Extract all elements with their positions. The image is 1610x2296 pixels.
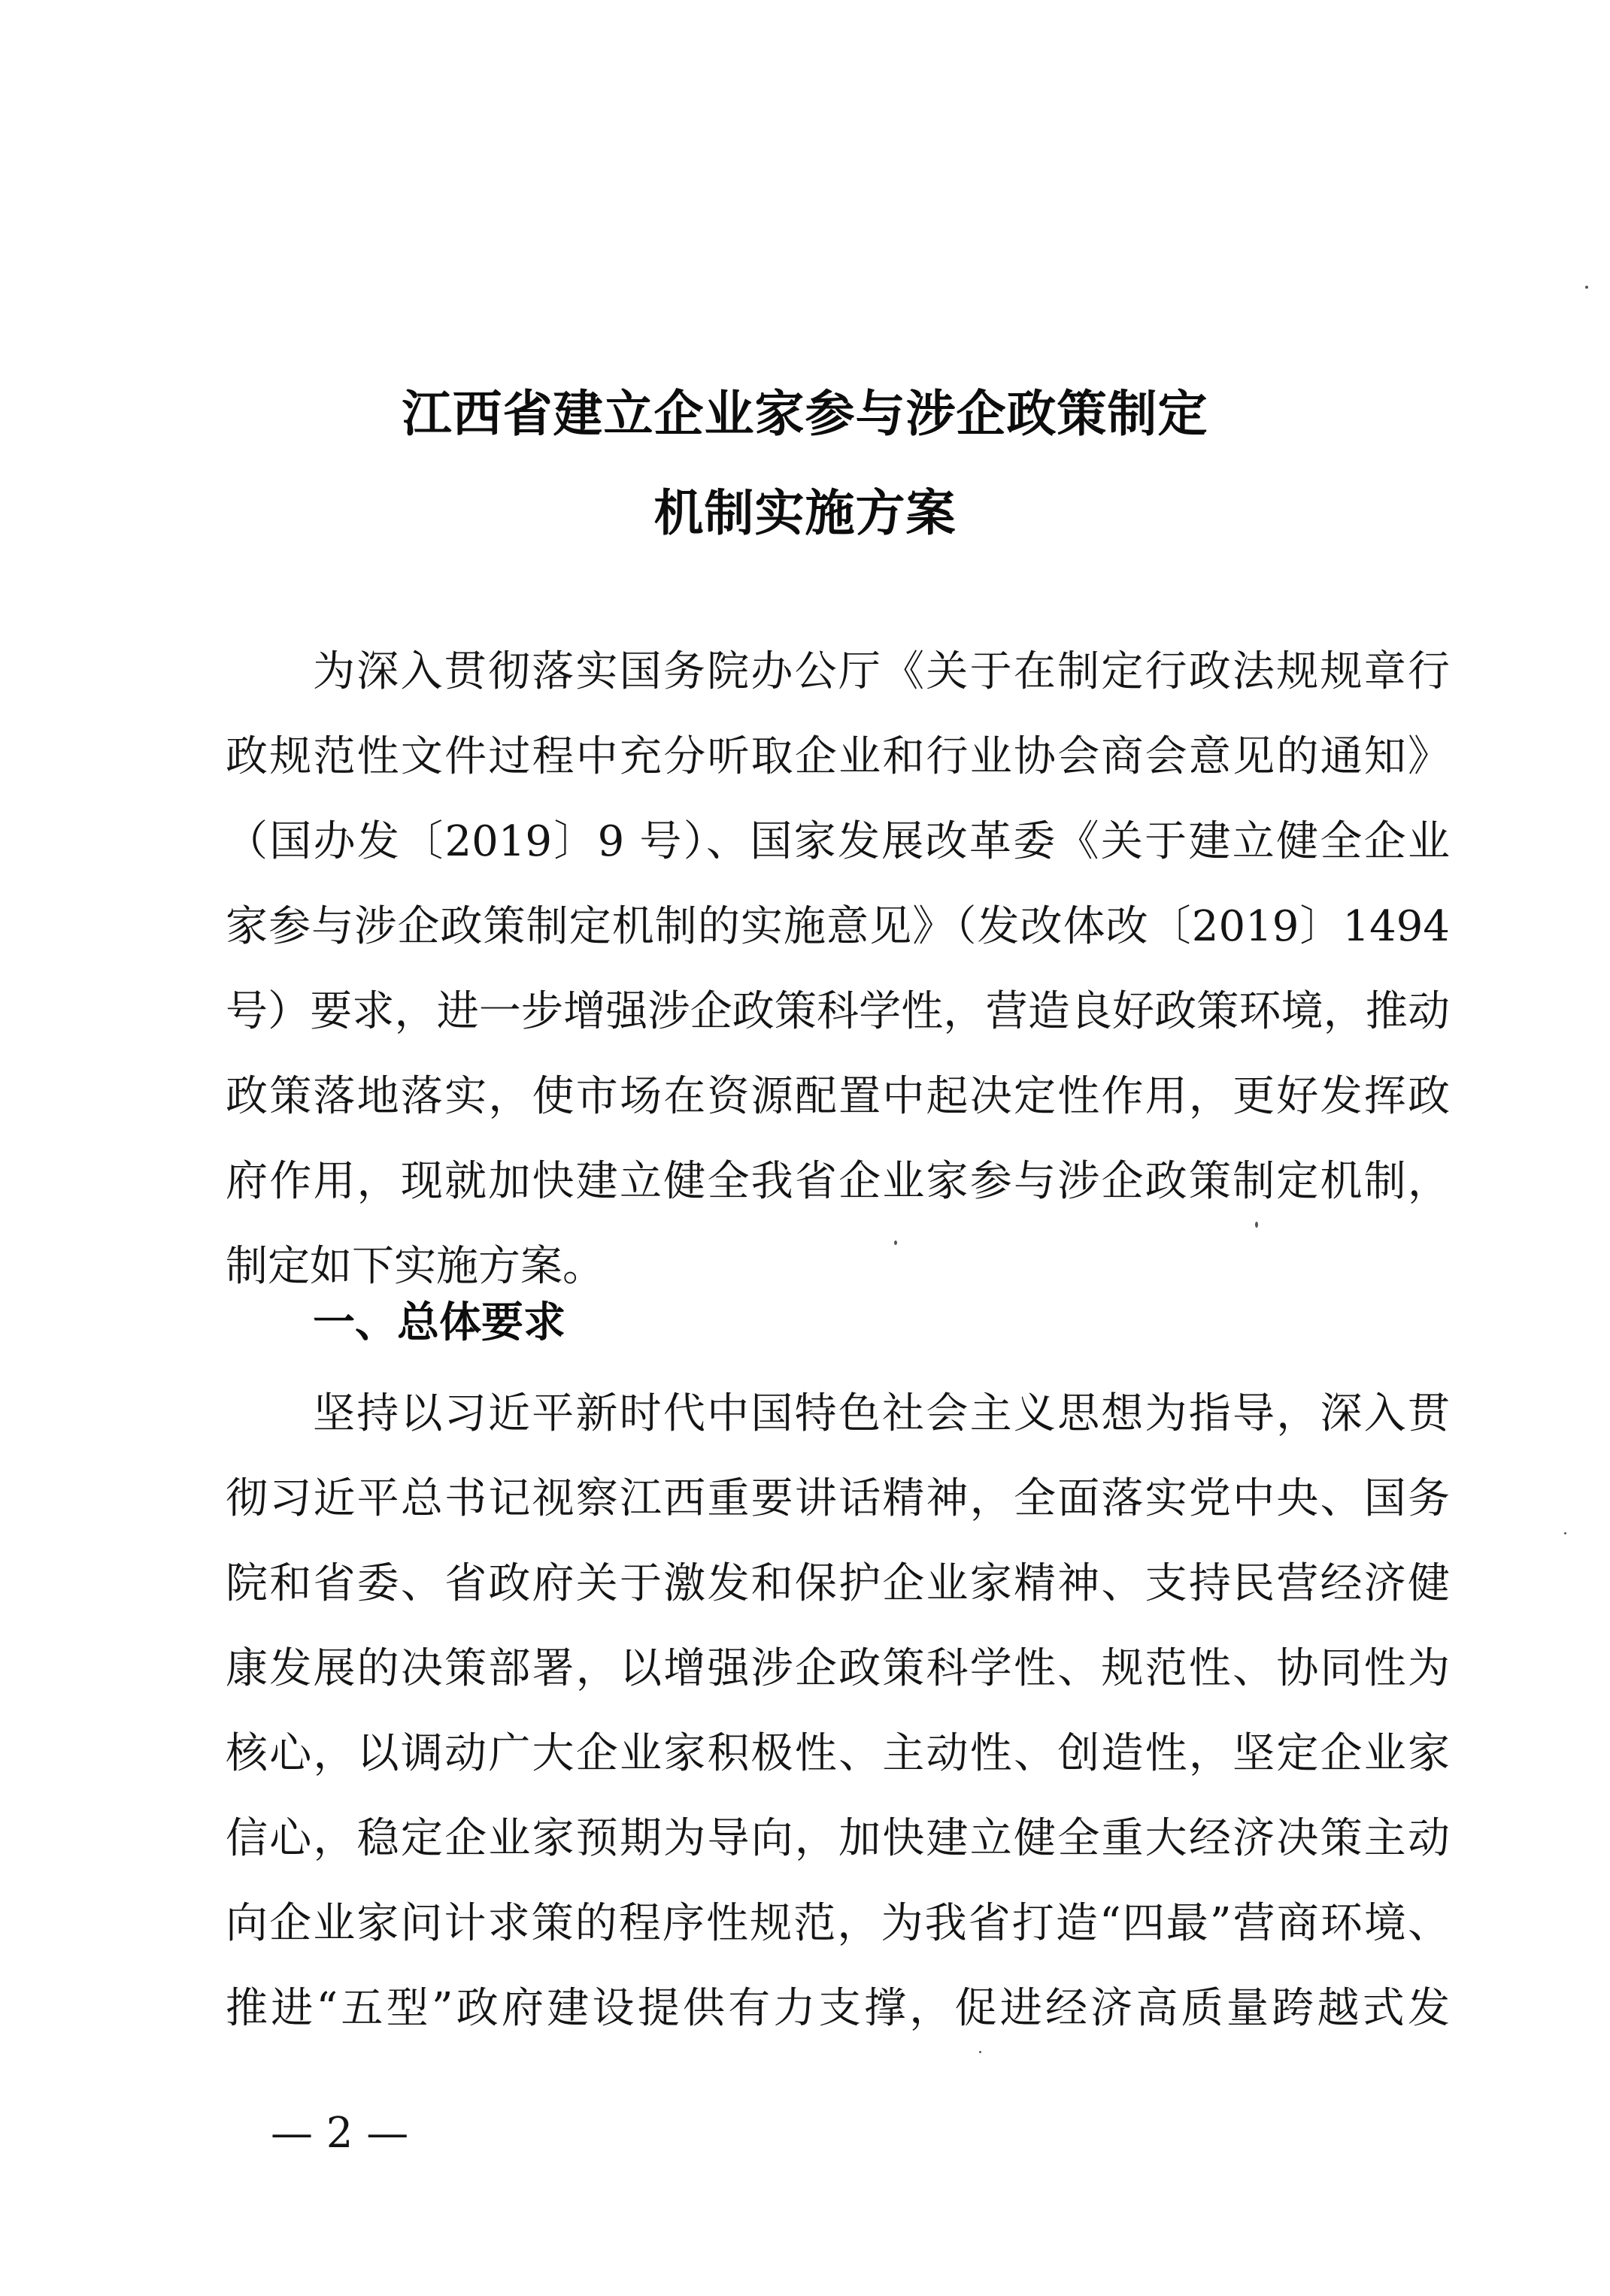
- document-title-line-2: 机制实施方案: [653, 484, 957, 542]
- section-heading: 一、总体要求: [313, 1298, 565, 1347]
- paragraph-line: 为深入贯彻落实国务院办公厅《关于在制定行政法规规章行: [313, 647, 1450, 696]
- paragraph-line: 向企业家问计求策的程序性规范，为我省打造“四最”营商环境、: [226, 1899, 1450, 1948]
- paragraph-line: 核心，以调动广大企业家积极性、主动性、创造性，坚定企业家: [226, 1729, 1450, 1778]
- scan-speck: [894, 1240, 897, 1245]
- paragraph-line: 彻习近平总书记视察江西重要讲话精神，全面落实党中央、国务: [226, 1474, 1450, 1523]
- paragraph-line: 政策落地落实，使市场在资源配置中起决定性作用，更好发挥政: [226, 1072, 1450, 1121]
- paragraph-line: 制定如下实施方案。: [226, 1242, 605, 1291]
- scan-speck: [1585, 286, 1588, 289]
- scan-speck: [1564, 1532, 1566, 1534]
- paragraph-line: 政规范性文件过程中充分听取企业和行业协会商会意见的通知》: [226, 732, 1450, 781]
- paragraph-line: 信心，稳定企业家预期为导向，加快建立健全重大经济决策主动: [226, 1814, 1450, 1863]
- paragraph-line: 康发展的决策部署，以增强涉企政策科学性、规范性、协同性为: [226, 1644, 1450, 1693]
- document-title-line-1: 江西省建立企业家参与涉企政策制定: [402, 385, 1208, 443]
- scan-speck: [979, 2051, 981, 2053]
- paragraph-line: 坚持以习近平新时代中国特色社会主义思想为指导，深入贯: [313, 1389, 1450, 1438]
- paragraph-line: 号）要求，进一步增强涉企政策科学性，营造良好政策环境，推动: [226, 987, 1450, 1036]
- paragraph-line: 推进“五型”政府建设提供有力支撑，促进经济高质量跨越式发: [226, 1984, 1450, 2033]
- page-number: — 2 —: [271, 2109, 409, 2158]
- scan-speck: [1255, 1222, 1258, 1228]
- paragraph-line: 府作用，现就加快建立健全我省企业家参与涉企政策制定机制，: [226, 1157, 1450, 1206]
- paragraph-line: 家参与涉企政策制定机制的实施意见》（发改体改〔2019〕1494: [226, 902, 1450, 951]
- paragraph-line: （国办发〔2019〕9 号）、国家发展改革委《关于建立健全企业: [226, 817, 1450, 866]
- paragraph-line: 院和省委、省政府关于激发和保护企业家精神、支持民营经济健: [226, 1559, 1450, 1608]
